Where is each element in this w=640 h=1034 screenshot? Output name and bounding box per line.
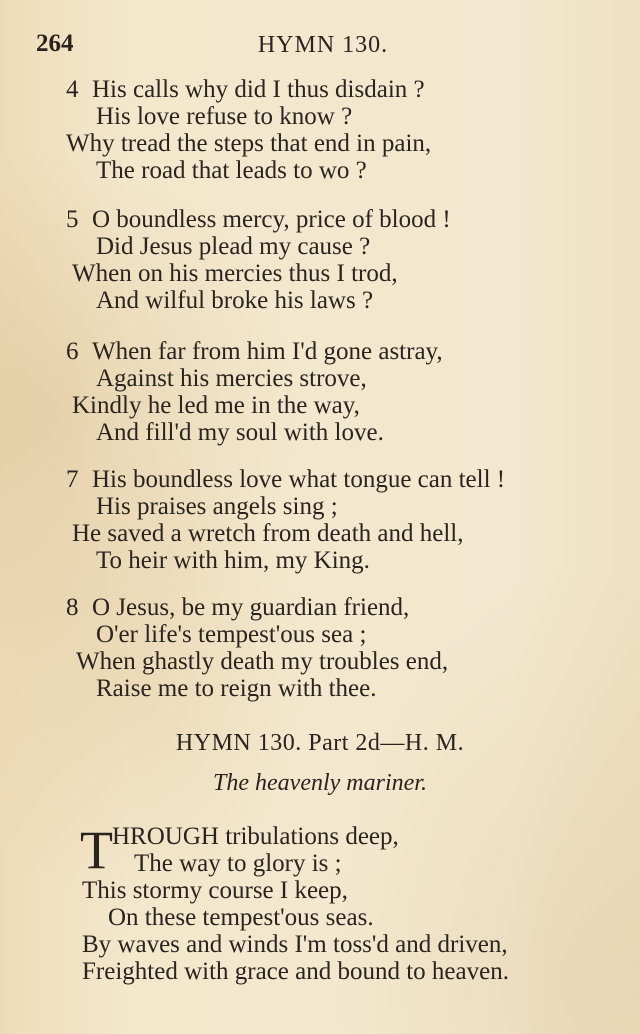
stanza-line: 8 O Jesus, be my guardian friend, (66, 594, 410, 621)
stanza-number: 6 (66, 338, 79, 365)
stanza-line: 4 His calls why did I thus disdain ? (66, 76, 425, 103)
stanza-number: 4 (66, 76, 79, 103)
stanza-line: Did Jesus plead my cause ? (96, 233, 371, 260)
stanza-line: When ghastly death my troubles end, (76, 648, 449, 675)
stanza-line: Raise me to reign with thee. (96, 675, 377, 702)
stanza-number: 7 (66, 466, 79, 493)
stanza-line: Why tread the steps that end in pain, (66, 130, 432, 157)
stanza-line: HROUGH tribulations deep, (112, 823, 399, 850)
stanza-line: By waves and winds I'm toss'd and driven, (82, 931, 508, 958)
stanza-4 (66, 76, 431, 184)
section-title: HYMN 130. Part 2d—H. M. (175, 730, 465, 756)
stanza-line: On these tempest'ous seas. (108, 904, 374, 931)
stanza-line: 7 His boundless love what tongue can tell ! (66, 466, 506, 493)
stanza-7 (66, 466, 505, 574)
stanza-line: To heir with him, my King. (96, 547, 370, 574)
stanza-line: O'er life's tempest'ous sea ; (96, 621, 367, 648)
drop-cap: T (80, 820, 113, 880)
stanza-line: 6 When far from him I'd gone astray, (66, 338, 443, 365)
hymn-title: HYMN 130. (257, 32, 389, 58)
stanza-line: He saved a wretch from death and hell, (72, 520, 464, 547)
stanza-line: 5 O boundless mercy, price of blood ! (66, 206, 451, 233)
part2-stanza (80, 820, 509, 985)
stanza-number: 5 (66, 206, 79, 233)
stanza-line: The road that leads to wo ? (96, 157, 367, 184)
stanza-number: 8 (66, 594, 79, 621)
stanza-line: This stormy course I keep, (82, 877, 348, 904)
page-number: 264 (36, 30, 74, 57)
stanza-6 (66, 338, 443, 446)
stanza-line: And fill'd my soul with love. (96, 419, 384, 446)
stanza-line: Against his mercies strove, (96, 365, 367, 392)
section-subtitle: The heavenly mariner. (213, 770, 427, 796)
stanza-line: Kindly he led me in the way, (72, 392, 360, 419)
stanza-line: His praises angels sing ; (96, 493, 338, 520)
page-header (36, 30, 610, 64)
stanza-5 (66, 206, 451, 314)
stanza-line: Freighted with grace and bound to heaven. (82, 958, 509, 985)
stanza-line: The way to glory is ; (134, 850, 342, 877)
stanza-8 (66, 594, 448, 702)
stanza-line: And wilful broke his laws ? (96, 287, 374, 314)
stanza-line: When on his mercies thus I trod, (72, 260, 398, 287)
stanza-line: His love refuse to know ? (96, 103, 353, 130)
